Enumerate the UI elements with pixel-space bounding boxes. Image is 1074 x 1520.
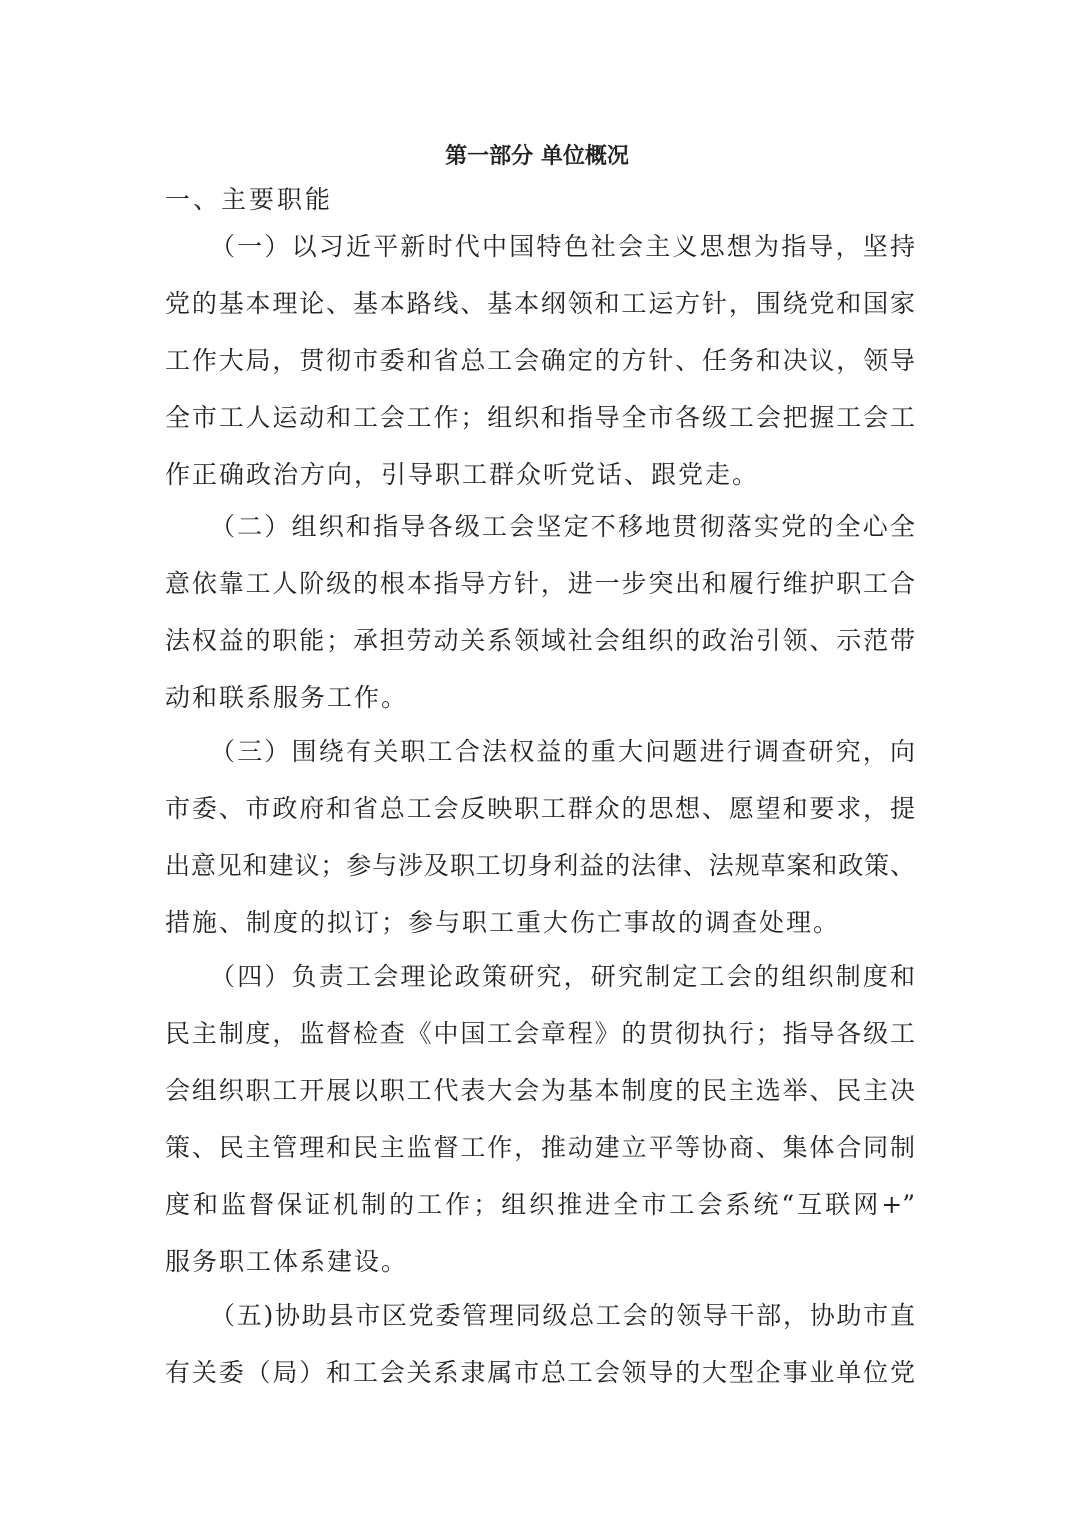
paragraph-line: 民主制度，监督检查《中国工会章程》的贯彻执行；指导各级工 xyxy=(165,1019,915,1048)
paragraph-line: 法权益的职能；承担劳动关系领域社会组织的政治引领、示范带 xyxy=(165,626,915,655)
paragraph-line: 会组织职工开展以职工代表大会为基本制度的民主选举、民主决 xyxy=(165,1076,915,1105)
section-heading: 一、主要职能 xyxy=(165,185,334,214)
paragraph-line: （四）负责工会理论政策研究，研究制定工会的组织制度和 xyxy=(210,962,915,991)
paragraph-line: 动和联系服务工作。 xyxy=(165,683,409,712)
paragraph-line: 党的基本理论、基本路线、基本纲领和工运方针，围绕党和国家 xyxy=(165,289,915,318)
paragraph-line: 出意见和建议；参与涉及职工切身利益的法律、法规草案和政策、 xyxy=(165,851,915,880)
paragraph-line: 工作大局，贯彻市委和省总工会确定的方针、任务和决议，领导 xyxy=(165,346,915,375)
paragraph-line: 全市工人运动和工会工作；组织和指导全市各级工会把握工会工 xyxy=(165,403,915,432)
paragraph-line: 服务职工体系建设。 xyxy=(165,1247,409,1276)
page-title: 第一部分 单位概况 xyxy=(445,144,629,169)
paragraph-line: 有关委（局）和工会关系隶属市总工会领导的大型企事业单位党 xyxy=(165,1358,915,1387)
paragraph-line: （一）以习近平新时代中国特色社会主义思想为指导，坚持 xyxy=(210,232,915,261)
paragraph-line: （五)协助县市区党委管理同级总工会的领导干部，协助市直 xyxy=(210,1301,915,1330)
paragraph-line: （二）组织和指导各级工会坚定不移地贯彻落实党的全心全 xyxy=(210,512,915,541)
paragraph-line: 措施、制度的拟订；参与职工重大伤亡事故的调查处理。 xyxy=(165,908,841,937)
paragraph-line: 作正确政治方向，引导职工群众听党话、跟党走。 xyxy=(165,460,760,489)
paragraph-line: 意依靠工人阶级的根本指导方针，进一步突出和履行维护职工合 xyxy=(165,569,915,598)
paragraph-line: （三）围绕有关职工合法权益的重大问题进行调查研究，向 xyxy=(210,737,915,766)
paragraph-line: 度和监督保证机制的工作；组织推进全市工会系统“互联网+” xyxy=(165,1190,915,1219)
paragraph-line: 策、民主管理和民主监督工作，推动建立平等协商、集体合同制 xyxy=(165,1133,915,1162)
paragraph-line: 市委、市政府和省总工会反映职工群众的思想、愿望和要求，提 xyxy=(165,794,915,823)
